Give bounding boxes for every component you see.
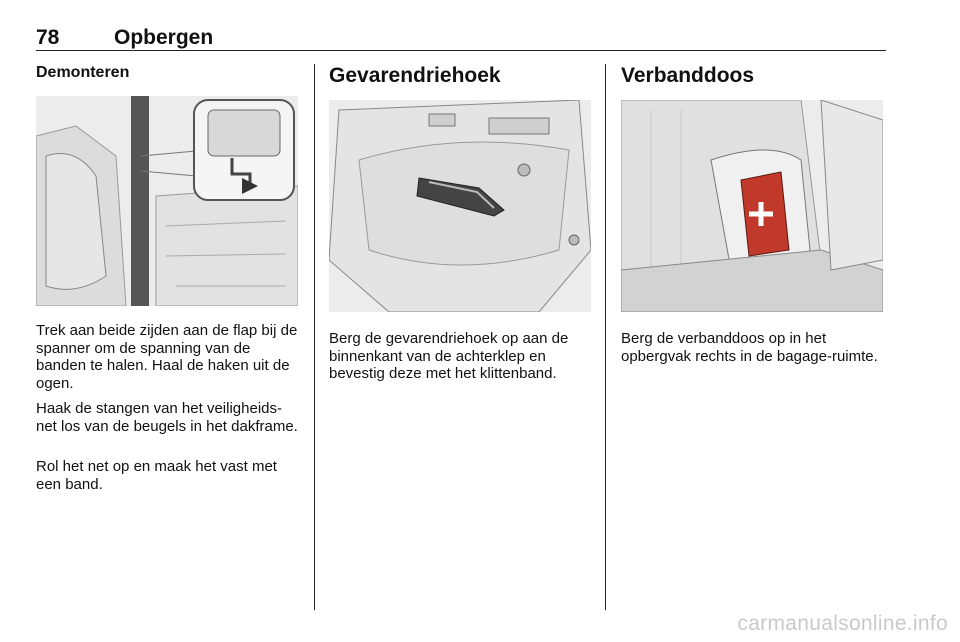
column-gevarendriehoek [329, 64, 501, 88]
column-divider-2 [605, 64, 606, 610]
illustration-first-aid-kit [621, 100, 883, 312]
paragraph-gevarendriehoek: Berg de gevarendriehoek op aan de binnenkant van de achterklep en bevestig deze met het klittenband. [329, 330, 569, 382]
column-divider-1 [314, 64, 315, 610]
page-header [36, 26, 886, 52]
header-rule [36, 50, 886, 51]
page-title: Opbergen [114, 26, 214, 49]
section-heading-verbanddoos: Verbanddoos [621, 64, 755, 87]
column-verbanddoos [621, 64, 754, 88]
paragraph-verbanddoos: Berg de verbanddoos op in het opbergvak rechts in de bagage-ruimte. [621, 330, 878, 365]
page-number: 78 [36, 26, 60, 49]
watermark: carmanualsonline.info [737, 612, 948, 635]
illustration-cargo-net [36, 96, 298, 306]
paragraph-3: Rol het net op en maak het vast met een band. [36, 458, 277, 493]
subsection-heading-demonteren: Demonteren [36, 64, 130, 81]
paragraph-2: Haak de stangen van het veiligheids-net los van de beugels in het dakframe. [36, 400, 298, 435]
section-heading-gevarendriehoek: Gevarendriehoek [329, 64, 501, 87]
illustration-warning-triangle [329, 100, 591, 312]
column-demonteren [36, 64, 129, 82]
paragraph-1: Trek aan beide zijden aan de flap bij de spanner om de spanning van de banden te halen. Haal de haken uit de ogen. [36, 322, 298, 392]
